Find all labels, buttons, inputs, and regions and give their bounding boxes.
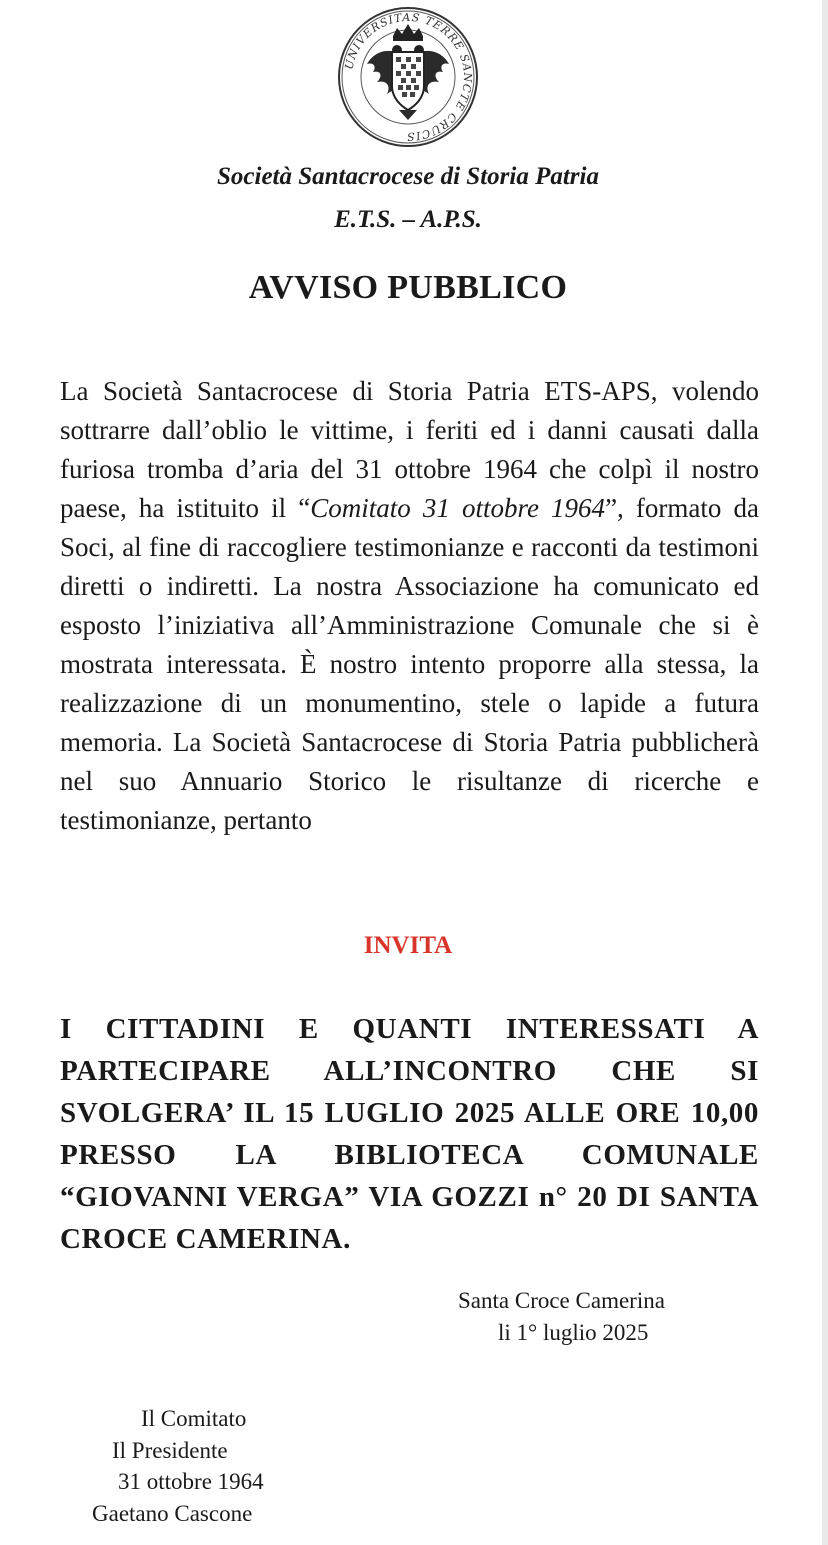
signature-committee-name: 31 ottobre 1964 (118, 1469, 264, 1494)
invita-heading: INVITA (363, 932, 453, 959)
signature-name: Gaetano Cascone (92, 1501, 253, 1526)
organization-name: Società Santacrocese di Storia Patria (217, 163, 599, 190)
notice-title: AVVISO PUBBLICO (248, 269, 568, 306)
place-line: Santa Croce Camerina (458, 1288, 665, 1313)
committee-name: Comitato 31 ottobre 1964 (310, 493, 606, 523)
body-text-part-1: La Società Santacrocese di Storia Patria ETS-APS, volendo sottrarre dall’oblio le vittime, i feriti ed i danni causati dalla furiosa tromba d’aria del 31 ottobre 1964 che colpì il nostro paese, ha istituito il “ (60, 376, 759, 523)
organization-legal-form: E.T.S. – A.P.S. (334, 206, 482, 233)
page-edge (822, 0, 828, 1545)
signature-president: Il Presidente (112, 1438, 228, 1463)
notice-body (60, 372, 759, 840)
coat-of-arms-seal-icon (337, 6, 479, 148)
signature-committee: Il Comitato (141, 1406, 247, 1431)
invitation-text: I CITTADINI E QUANTI INTERESSATI A PARTECIPARE ALL’INCONTRO CHE SI SVOLGERA’ IL 15 LUGLIO 2025 ALLE ORE 10,00 PRESSO LA BIBLIOTECA COMUNALE “GIOVANNI VERGA” VIA GOZZI n° 20 DI SANTA CROCE CAMERINA. (60, 1013, 759, 1255)
svg-text:UNIVERSITAS TERRE SANCTE CRUCI: UNIVERSITAS TERRE SANCTE CRUCIS (342, 10, 475, 144)
body-text-part-2: ”, formato da Soci, al fine di raccogliere testimonianze e racconti da testimoni diretti o indiretti. La nostra Associazione ha comunicato ed esposto l’iniziativa all’Amministrazione Comunale che si è mostrata interessata. È nostro intento proporre alla stessa, la realizzazione di un monumentino, stele o lapide a futura memoria. La Società Santacrocese di Storia Patria pubblicherà nel suo Annuario Storico le risultanze di ricerche e testimonianze, pertanto (60, 493, 759, 835)
date-line: li 1° luglio 2025 (498, 1320, 649, 1345)
